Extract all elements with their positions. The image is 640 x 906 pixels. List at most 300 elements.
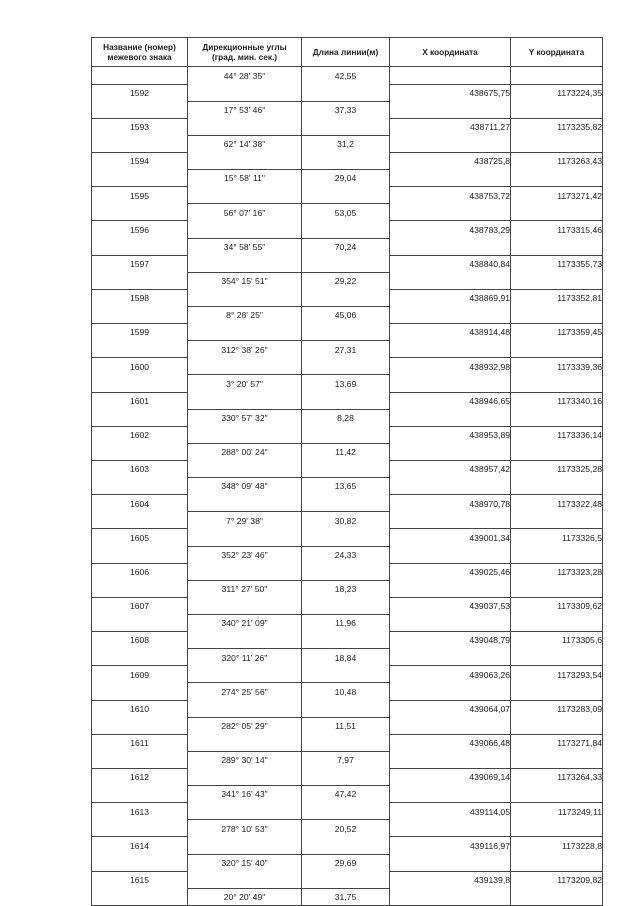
header-y-coordinate: Y координата <box>511 38 603 67</box>
marker-name-cell <box>92 615 188 632</box>
segment-row <box>92 67 603 85</box>
table-body <box>92 67 603 906</box>
y-coordinate-cell <box>511 101 603 118</box>
direction-angle-cell: 15° 58' 11" <box>188 170 302 187</box>
marker-name-cell: 1614 <box>92 837 188 854</box>
y-coordinate-cell <box>511 512 603 529</box>
segment-row <box>92 409 603 426</box>
x-coordinate-cell: 438970,78 <box>390 495 511 512</box>
marker-row <box>92 153 603 170</box>
marker-name-cell <box>92 170 188 187</box>
x-coordinate-cell <box>390 341 511 358</box>
x-coordinate-cell: 439069,14 <box>390 768 511 785</box>
line-length-cell: 53,05 <box>302 204 390 221</box>
x-coordinate-cell: 438783,29 <box>390 221 511 238</box>
document-page <box>91 37 602 906</box>
y-coordinate-cell: 1173323,28 <box>511 563 603 580</box>
direction-angle-cell: 289° 30' 14" <box>188 751 302 768</box>
line-length-cell <box>302 255 390 272</box>
marker-name-cell <box>92 546 188 563</box>
x-coordinate-cell <box>390 307 511 324</box>
marker-name-cell: 1594 <box>92 153 188 170</box>
direction-angle-cell <box>188 700 302 717</box>
y-coordinate-cell: 1173352,81 <box>511 289 603 306</box>
marker-row <box>92 768 603 785</box>
segment-row <box>92 888 603 906</box>
marker-row <box>92 700 603 717</box>
header-line-length: Длина линии(м) <box>302 38 390 67</box>
y-coordinate-cell <box>511 546 603 563</box>
marker-row <box>92 632 603 649</box>
x-coordinate-cell: 438869,91 <box>390 289 511 306</box>
marker-name-cell <box>92 888 188 906</box>
y-coordinate-cell: 1173293,54 <box>511 666 603 683</box>
direction-angle-cell <box>188 153 302 170</box>
x-coordinate-cell <box>390 135 511 152</box>
segment-row <box>92 649 603 666</box>
marker-name-cell: 1611 <box>92 734 188 751</box>
segment-row <box>92 786 603 803</box>
line-length-cell <box>302 426 390 443</box>
x-coordinate-cell: 439114,05 <box>390 803 511 820</box>
marker-name-cell <box>92 820 188 837</box>
marker-name-cell <box>92 135 188 152</box>
marker-name-cell: 1598 <box>92 289 188 306</box>
x-coordinate-cell <box>390 409 511 426</box>
marker-name-cell <box>92 67 188 85</box>
direction-angle-cell: 7° 29' 38" <box>188 512 302 529</box>
marker-name-cell: 1600 <box>92 358 188 375</box>
direction-angle-cell <box>188 324 302 341</box>
marker-row <box>92 529 603 546</box>
line-length-cell <box>302 221 390 238</box>
line-length-cell <box>302 563 390 580</box>
direction-angle-cell <box>188 666 302 683</box>
x-coordinate-cell <box>390 204 511 221</box>
segment-row <box>92 854 603 871</box>
marker-name-cell: 1596 <box>92 221 188 238</box>
direction-angle-cell <box>188 461 302 478</box>
line-length-cell: 18,23 <box>302 580 390 597</box>
segment-row <box>92 170 603 187</box>
y-coordinate-cell <box>511 204 603 221</box>
direction-angle-cell: 278° 10' 53" <box>188 820 302 837</box>
line-length-cell: 8,28 <box>302 409 390 426</box>
segment-row <box>92 546 603 563</box>
marker-row <box>92 734 603 751</box>
line-length-cell: 11,96 <box>302 615 390 632</box>
direction-angle-cell: 341° 16' 43" <box>188 786 302 803</box>
marker-name-cell: 1593 <box>92 118 188 135</box>
line-length-cell: 29,22 <box>302 272 390 289</box>
y-coordinate-cell: 1173325,28 <box>511 461 603 478</box>
marker-row <box>92 426 603 443</box>
x-coordinate-cell <box>390 649 511 666</box>
line-length-cell: 31,75 <box>302 888 390 906</box>
y-coordinate-cell <box>511 272 603 289</box>
y-coordinate-cell: 1173336,14 <box>511 426 603 443</box>
x-coordinate-cell: 438840,84 <box>390 255 511 272</box>
y-coordinate-cell: 1173359,45 <box>511 324 603 341</box>
line-length-cell <box>302 666 390 683</box>
line-length-cell: 27,31 <box>302 341 390 358</box>
x-coordinate-cell <box>390 717 511 734</box>
marker-name-cell <box>92 238 188 255</box>
marker-name-cell <box>92 512 188 529</box>
line-length-cell: 20,52 <box>302 820 390 837</box>
x-coordinate-cell: 438711,27 <box>390 118 511 135</box>
marker-name-cell: 1606 <box>92 563 188 580</box>
y-coordinate-cell <box>511 443 603 460</box>
y-coordinate-cell <box>511 615 603 632</box>
x-coordinate-cell <box>390 580 511 597</box>
marker-row <box>92 461 603 478</box>
marker-row <box>92 84 603 101</box>
x-coordinate-cell <box>390 820 511 837</box>
x-coordinate-cell <box>390 615 511 632</box>
direction-angle-cell: 56° 07' 16" <box>188 204 302 221</box>
line-length-cell <box>302 495 390 512</box>
x-coordinate-cell: 439025,46 <box>390 563 511 580</box>
header-x-coordinate: X координата <box>390 38 511 67</box>
direction-angle-cell: 320° 11' 26" <box>188 649 302 666</box>
marker-name-cell <box>92 272 188 289</box>
x-coordinate-cell: 439064,07 <box>390 700 511 717</box>
segment-row <box>92 443 603 460</box>
y-coordinate-cell <box>511 375 603 392</box>
x-coordinate-cell: 439139,8 <box>390 871 511 888</box>
marker-name-cell: 1601 <box>92 392 188 409</box>
direction-angle-cell <box>188 187 302 204</box>
direction-angle-cell <box>188 426 302 443</box>
y-coordinate-cell: 1173283,09 <box>511 700 603 717</box>
y-coordinate-cell: 1173228,8 <box>511 837 603 854</box>
marker-name-cell <box>92 204 188 221</box>
direction-angle-cell: 20° 20' 49" <box>188 888 302 906</box>
segment-row <box>92 820 603 837</box>
direction-angle-cell <box>188 255 302 272</box>
line-length-cell: 7,97 <box>302 751 390 768</box>
x-coordinate-cell <box>390 751 511 768</box>
direction-angle-cell <box>188 563 302 580</box>
line-length-cell <box>302 632 390 649</box>
direction-angle-cell <box>188 358 302 375</box>
marker-name-cell: 1605 <box>92 529 188 546</box>
direction-angle-cell <box>188 289 302 306</box>
segment-row <box>92 341 603 358</box>
y-coordinate-cell <box>511 341 603 358</box>
y-coordinate-cell <box>511 170 603 187</box>
y-coordinate-cell <box>511 478 603 495</box>
y-coordinate-cell: 1173263,43 <box>511 153 603 170</box>
direction-angle-cell: 354° 15' 51" <box>188 272 302 289</box>
marker-row <box>92 837 603 854</box>
segment-row <box>92 135 603 152</box>
direction-angle-cell: 320° 15' 40" <box>188 854 302 871</box>
line-length-cell <box>302 187 390 204</box>
marker-row <box>92 871 603 888</box>
y-coordinate-cell: 1173271,42 <box>511 187 603 204</box>
marker-name-cell <box>92 580 188 597</box>
line-length-cell: 18,84 <box>302 649 390 666</box>
y-coordinate-cell: 1173339,36 <box>511 358 603 375</box>
direction-angle-cell: 274° 25' 56" <box>188 683 302 700</box>
y-coordinate-cell <box>511 238 603 255</box>
segment-row <box>92 238 603 255</box>
marker-name-cell: 1599 <box>92 324 188 341</box>
x-coordinate-cell <box>390 478 511 495</box>
y-coordinate-cell: 1173235,82 <box>511 118 603 135</box>
segment-row <box>92 204 603 221</box>
line-length-cell <box>302 358 390 375</box>
x-coordinate-cell: 439063,26 <box>390 666 511 683</box>
x-coordinate-cell <box>390 546 511 563</box>
y-coordinate-cell <box>511 751 603 768</box>
y-coordinate-cell <box>511 888 603 906</box>
segment-row <box>92 512 603 529</box>
segment-row <box>92 375 603 392</box>
marker-name-cell: 1609 <box>92 666 188 683</box>
marker-name-cell: 1613 <box>92 803 188 820</box>
marker-name-cell <box>92 717 188 734</box>
line-length-cell <box>302 324 390 341</box>
header-direction-angle: Дирекционные углы (град. мин. сек.) <box>188 38 302 67</box>
y-coordinate-cell <box>511 820 603 837</box>
line-length-cell: 37,33 <box>302 101 390 118</box>
direction-angle-cell <box>188 597 302 614</box>
line-length-cell: 11,42 <box>302 443 390 460</box>
line-length-cell <box>302 597 390 614</box>
marker-name-cell: 1610 <box>92 700 188 717</box>
y-coordinate-cell <box>511 854 603 871</box>
y-coordinate-cell <box>511 649 603 666</box>
marker-name-cell: 1603 <box>92 461 188 478</box>
segment-row <box>92 101 603 118</box>
marker-name-cell: 1595 <box>92 187 188 204</box>
direction-angle-cell <box>188 734 302 751</box>
x-coordinate-cell <box>390 272 511 289</box>
line-length-cell: 31,2 <box>302 135 390 152</box>
x-coordinate-cell <box>390 683 511 700</box>
marker-name-cell <box>92 683 188 700</box>
direction-angle-cell: 311° 27' 50" <box>188 580 302 597</box>
y-coordinate-cell <box>511 786 603 803</box>
y-coordinate-cell: 1173315,46 <box>511 221 603 238</box>
boundary-coordinates-table <box>91 37 603 906</box>
x-coordinate-cell: 438753,72 <box>390 187 511 204</box>
marker-name-cell: 1608 <box>92 632 188 649</box>
marker-row <box>92 563 603 580</box>
segment-row <box>92 717 603 734</box>
direction-angle-cell: 44° 28' 35" <box>188 67 302 85</box>
marker-name-cell: 1592 <box>92 84 188 101</box>
x-coordinate-cell: 438675,75 <box>390 84 511 101</box>
x-coordinate-cell <box>390 888 511 906</box>
line-length-cell: 42,55 <box>302 67 390 85</box>
y-coordinate-cell: 1173340,16 <box>511 392 603 409</box>
direction-angle-cell: 3° 20' 57" <box>188 375 302 392</box>
segment-row <box>92 615 603 632</box>
y-coordinate-cell: 1173264,33 <box>511 768 603 785</box>
direction-angle-cell <box>188 84 302 101</box>
direction-angle-cell: 348° 09' 48" <box>188 478 302 495</box>
marker-name-cell: 1607 <box>92 597 188 614</box>
marker-name-cell <box>92 409 188 426</box>
direction-angle-cell: 62° 14' 38" <box>188 135 302 152</box>
x-coordinate-cell <box>390 170 511 187</box>
x-coordinate-cell: 439001,34 <box>390 529 511 546</box>
direction-angle-cell <box>188 392 302 409</box>
marker-name-cell <box>92 478 188 495</box>
direction-angle-cell <box>188 118 302 135</box>
line-length-cell <box>302 734 390 751</box>
direction-angle-cell <box>188 221 302 238</box>
direction-angle-cell <box>188 495 302 512</box>
direction-angle-cell <box>188 768 302 785</box>
x-coordinate-cell: 438932,98 <box>390 358 511 375</box>
marker-name-cell <box>92 854 188 871</box>
x-coordinate-cell <box>390 786 511 803</box>
y-coordinate-cell: 1173305,6 <box>511 632 603 649</box>
x-coordinate-cell: 438725,8 <box>390 153 511 170</box>
x-coordinate-cell: 439116,97 <box>390 837 511 854</box>
marker-name-cell <box>92 751 188 768</box>
x-coordinate-cell: 439048,79 <box>390 632 511 649</box>
x-coordinate-cell <box>390 854 511 871</box>
line-length-cell <box>302 153 390 170</box>
y-coordinate-cell <box>511 580 603 597</box>
line-length-cell: 30,82 <box>302 512 390 529</box>
marker-row <box>92 392 603 409</box>
x-coordinate-cell: 438957,42 <box>390 461 511 478</box>
x-coordinate-cell <box>390 238 511 255</box>
line-length-cell <box>302 871 390 888</box>
y-coordinate-cell: 1173209,82 <box>511 871 603 888</box>
y-coordinate-cell: 1173224,35 <box>511 84 603 101</box>
y-coordinate-cell: 1173326,5 <box>511 529 603 546</box>
line-length-cell: 45,06 <box>302 307 390 324</box>
y-coordinate-cell: 1173309,62 <box>511 597 603 614</box>
line-length-cell: 13,65 <box>302 478 390 495</box>
line-length-cell: 13,69 <box>302 375 390 392</box>
direction-angle-cell: 312° 38' 26" <box>188 341 302 358</box>
line-length-cell <box>302 700 390 717</box>
marker-row <box>92 803 603 820</box>
line-length-cell: 47,42 <box>302 786 390 803</box>
marker-name-cell <box>92 649 188 666</box>
line-length-cell: 29,69 <box>302 854 390 871</box>
marker-name-cell <box>92 375 188 392</box>
marker-row <box>92 666 603 683</box>
line-length-cell <box>302 118 390 135</box>
segment-row <box>92 478 603 495</box>
marker-name-cell <box>92 101 188 118</box>
marker-row <box>92 118 603 135</box>
y-coordinate-cell: 1173322,48 <box>511 495 603 512</box>
line-length-cell <box>302 529 390 546</box>
y-coordinate-cell <box>511 135 603 152</box>
marker-name-cell: 1604 <box>92 495 188 512</box>
marker-name-cell: 1612 <box>92 768 188 785</box>
direction-angle-cell: 34° 58' 55" <box>188 238 302 255</box>
line-length-cell: 24,33 <box>302 546 390 563</box>
x-coordinate-cell: 438914,48 <box>390 324 511 341</box>
x-coordinate-cell: 438953,89 <box>390 426 511 443</box>
y-coordinate-cell <box>511 717 603 734</box>
direction-angle-cell <box>188 529 302 546</box>
y-coordinate-cell <box>511 67 603 85</box>
y-coordinate-cell <box>511 683 603 700</box>
line-length-cell: 29,04 <box>302 170 390 187</box>
direction-angle-cell: 17° 53' 46" <box>188 101 302 118</box>
line-length-cell: 70,24 <box>302 238 390 255</box>
marker-row <box>92 187 603 204</box>
x-coordinate-cell <box>390 101 511 118</box>
table-header <box>92 38 603 67</box>
marker-row <box>92 289 603 306</box>
line-length-cell: 11,51 <box>302 717 390 734</box>
x-coordinate-cell: 439066,48 <box>390 734 511 751</box>
direction-angle-cell <box>188 871 302 888</box>
x-coordinate-cell: 438946,65 <box>390 392 511 409</box>
segment-row <box>92 683 603 700</box>
direction-angle-cell: 340° 21' 09" <box>188 615 302 632</box>
y-coordinate-cell <box>511 409 603 426</box>
direction-angle-cell <box>188 837 302 854</box>
marker-row <box>92 255 603 272</box>
x-coordinate-cell: 439037,53 <box>390 597 511 614</box>
marker-name-cell: 1615 <box>92 871 188 888</box>
y-coordinate-cell: 1173355,73 <box>511 255 603 272</box>
x-coordinate-cell <box>390 512 511 529</box>
line-length-cell <box>302 289 390 306</box>
marker-name-cell <box>92 443 188 460</box>
line-length-cell <box>302 837 390 854</box>
x-coordinate-cell <box>390 375 511 392</box>
segment-row <box>92 580 603 597</box>
marker-row <box>92 597 603 614</box>
direction-angle-cell: 288° 00' 24" <box>188 443 302 460</box>
header-marker-name: Название (номер) межевого знака <box>92 38 188 67</box>
y-coordinate-cell <box>511 307 603 324</box>
y-coordinate-cell: 1173249,11 <box>511 803 603 820</box>
marker-name-cell <box>92 307 188 324</box>
line-length-cell <box>302 392 390 409</box>
marker-row <box>92 221 603 238</box>
marker-name-cell: 1602 <box>92 426 188 443</box>
x-coordinate-cell <box>390 443 511 460</box>
x-coordinate-cell <box>390 67 511 85</box>
marker-name-cell <box>92 786 188 803</box>
direction-angle-cell <box>188 803 302 820</box>
direction-angle-cell <box>188 632 302 649</box>
marker-name-cell: 1597 <box>92 255 188 272</box>
y-coordinate-cell: 1173271,84 <box>511 734 603 751</box>
segment-row <box>92 272 603 289</box>
segment-row <box>92 307 603 324</box>
line-length-cell <box>302 84 390 101</box>
marker-row <box>92 358 603 375</box>
direction-angle-cell: 8° 28' 25" <box>188 307 302 324</box>
direction-angle-cell: 330° 57' 32" <box>188 409 302 426</box>
direction-angle-cell: 352° 23' 46" <box>188 546 302 563</box>
line-length-cell <box>302 768 390 785</box>
marker-row <box>92 495 603 512</box>
marker-name-cell <box>92 341 188 358</box>
line-length-cell <box>302 803 390 820</box>
header-row <box>92 38 603 67</box>
marker-row <box>92 324 603 341</box>
